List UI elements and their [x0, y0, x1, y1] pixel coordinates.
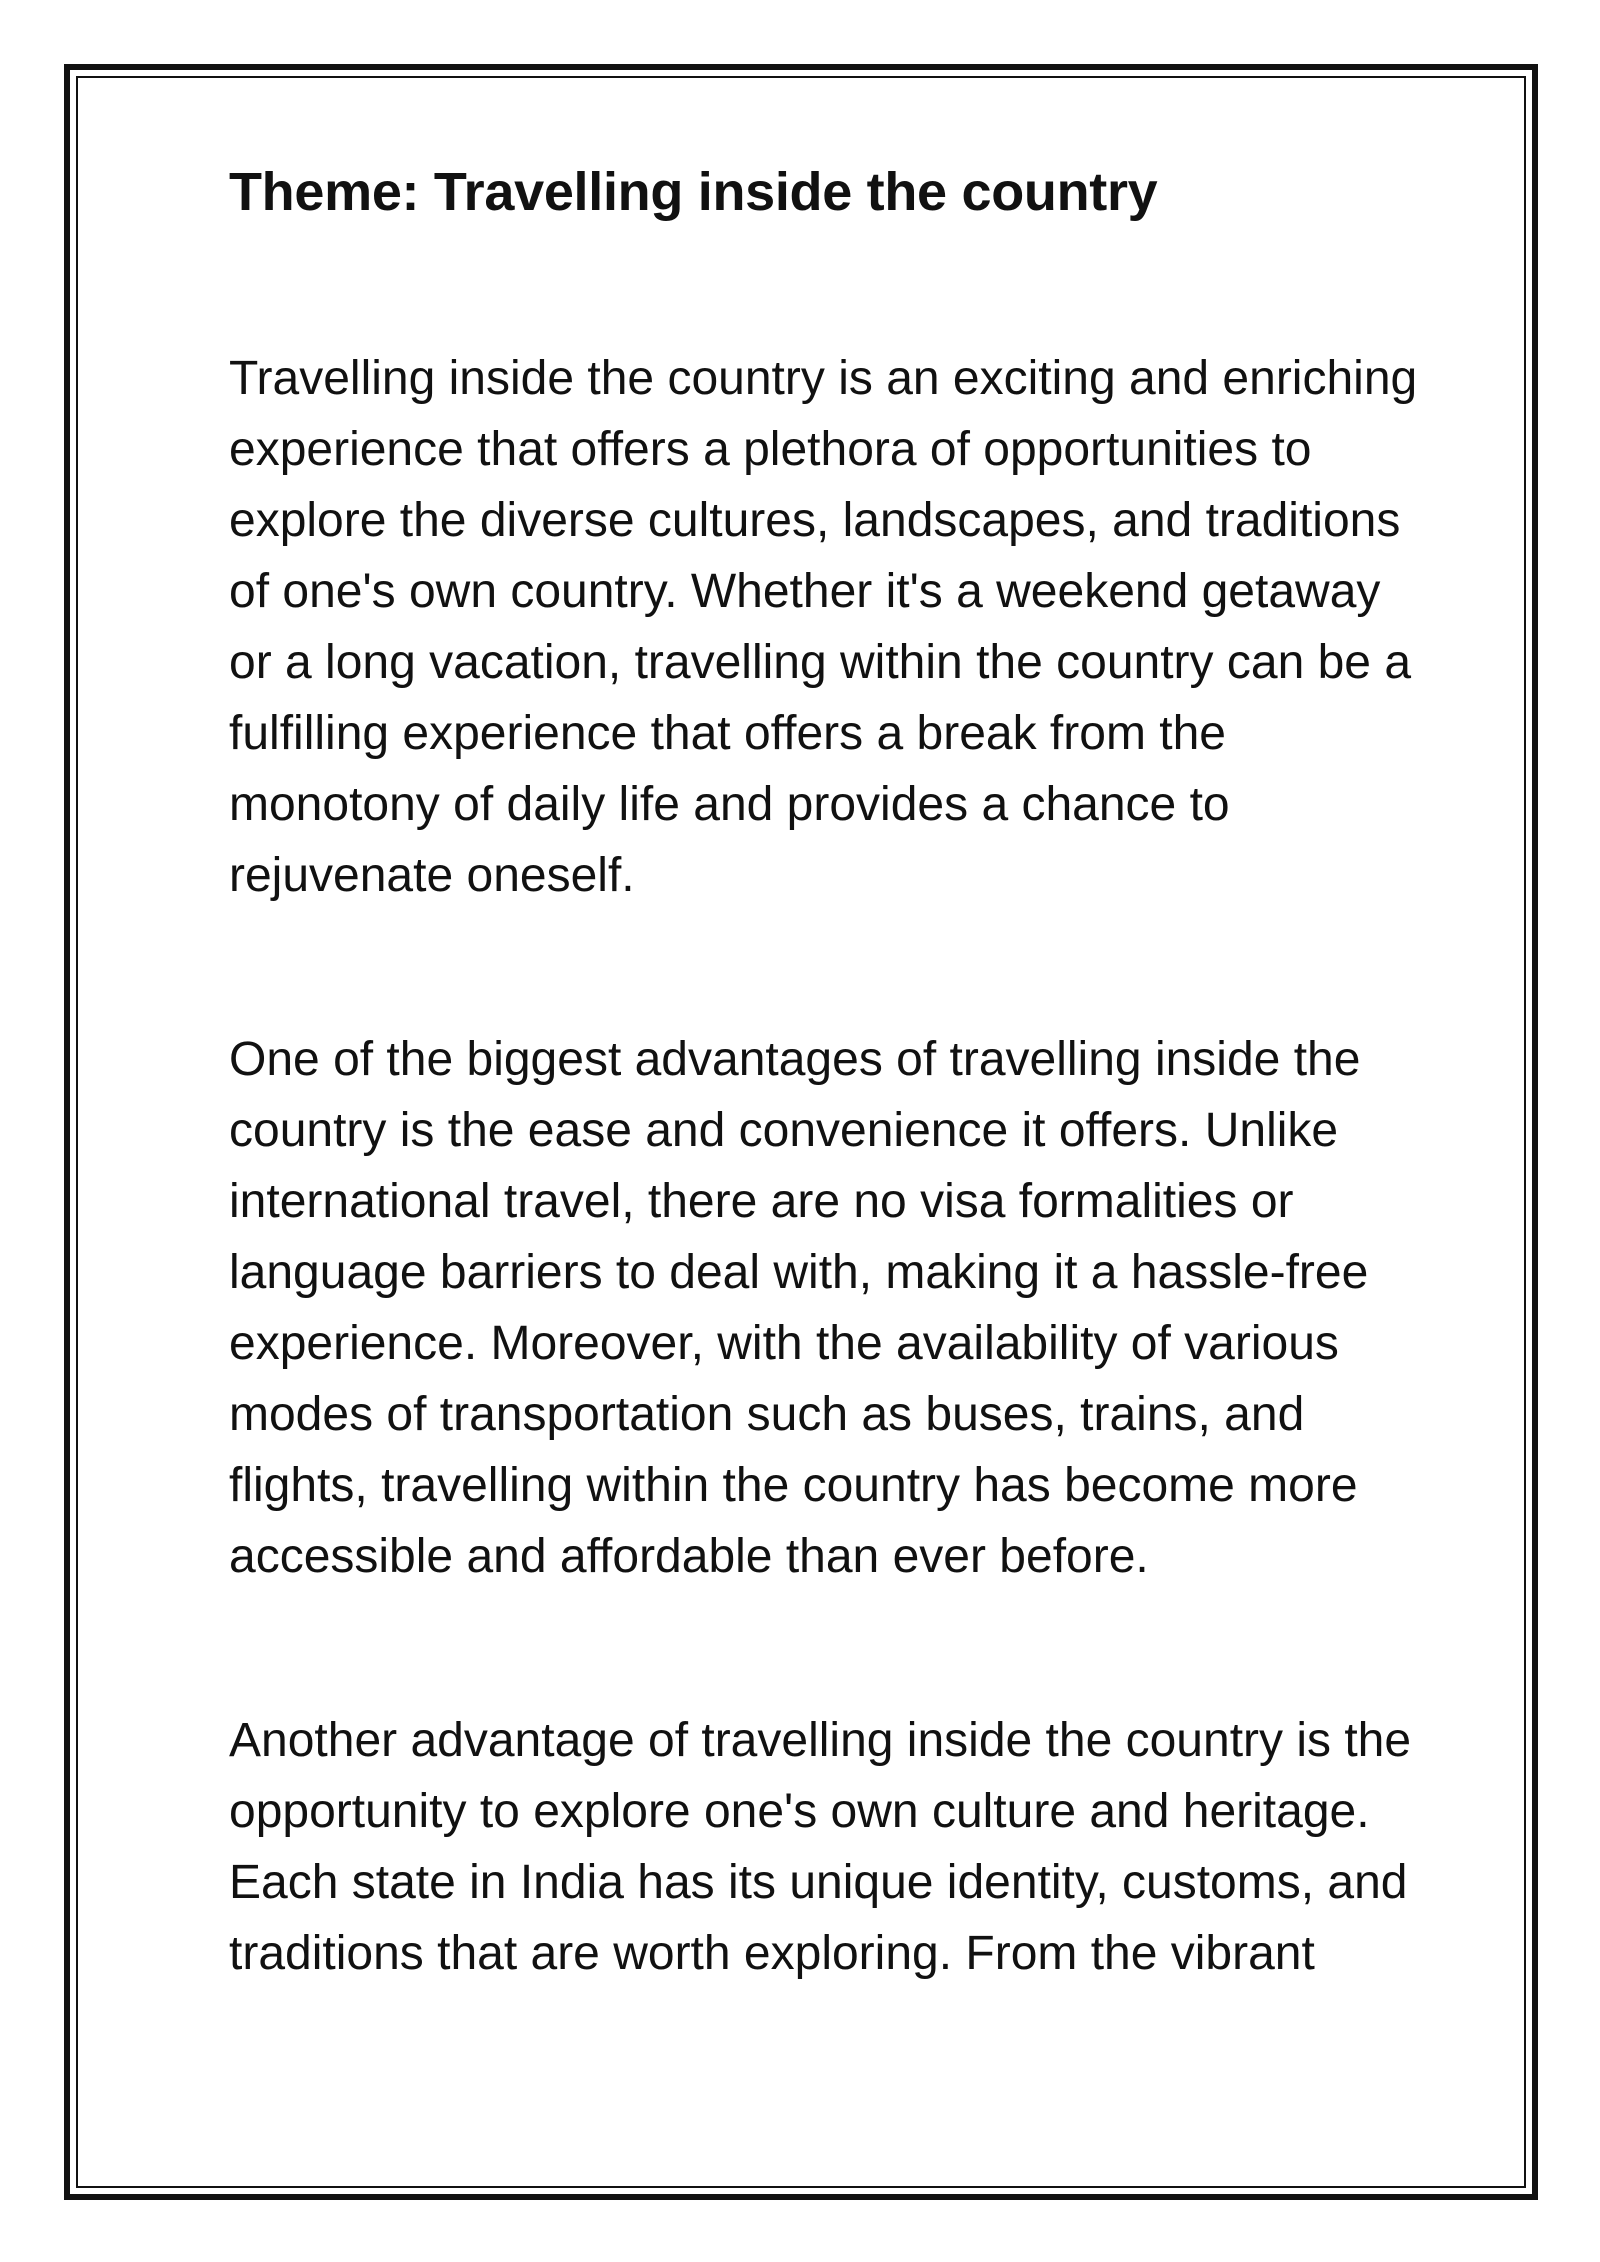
- paragraph-line: Another advantage of travelling inside the country is the: [229, 1714, 1412, 1767]
- paragraph-line: One of the biggest advantages of travelling inside the: [229, 1033, 1361, 1086]
- paragraph-line: modes of transportation such as buses, trains, and: [229, 1388, 1305, 1441]
- paragraph-line: country is the ease and convenience it offers. Unlike: [229, 1104, 1339, 1157]
- paragraph-line: international travel, there are no visa formalities or: [229, 1175, 1294, 1228]
- paragraph-line: fulfilling experience that offers a break from the: [229, 707, 1226, 760]
- paragraph-line: language barriers to deal with, making it a hassle-free: [229, 1246, 1369, 1299]
- paragraph-line: Travelling inside the country is an exciting and enriching: [229, 352, 1418, 405]
- document-body: [229, 150, 1489, 1989]
- paragraph-line: rejuvenate oneself.: [229, 849, 635, 902]
- paragraph-line: experience that offers a plethora of opportunities to: [229, 423, 1312, 476]
- paragraph-line: or a long vacation, travelling within the country can be a: [229, 636, 1412, 689]
- paragraph-line: monotony of daily life and provides a chance to: [229, 778, 1230, 831]
- paragraph-line: flights, travelling within the country has become more: [229, 1459, 1358, 1512]
- paragraph-line: explore the diverse cultures, landscapes, and traditions: [229, 494, 1401, 547]
- document-title: Theme: Travelling inside the country: [229, 162, 1158, 222]
- paragraph-line: traditions that are worth exploring. From the vibrant: [229, 1927, 1315, 1980]
- paragraph-line: of one's own country. Whether it's a weekend getaway: [229, 565, 1381, 618]
- paragraph-2: [229, 1024, 1489, 1592]
- paragraph-3: [229, 1705, 1489, 1989]
- paragraph-line: Each state in India has its unique identity, customs, and: [229, 1856, 1408, 1909]
- paragraph-line: experience. Moreover, with the availability of various: [229, 1317, 1339, 1370]
- paragraph-line: accessible and affordable than ever before.: [229, 1530, 1149, 1583]
- paragraph-1: [229, 343, 1489, 911]
- paragraph-line: opportunity to explore one's own culture and heritage.: [229, 1785, 1370, 1838]
